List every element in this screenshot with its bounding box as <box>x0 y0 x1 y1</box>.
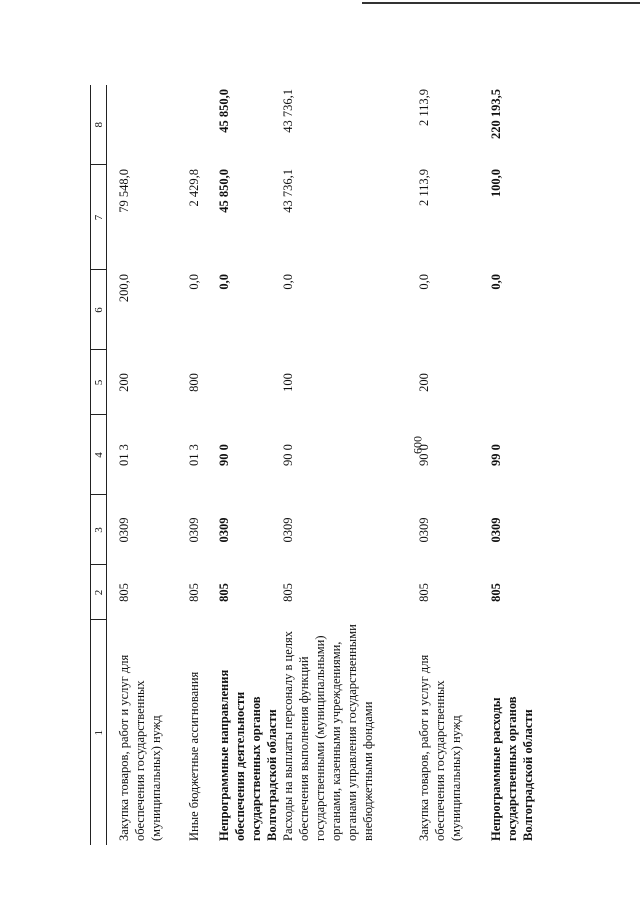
row-description: Непрограммные направления обеспечения деятельности государственных органов Волгоградской области <box>217 669 279 841</box>
amount-cell-col6: 200,0 <box>117 274 131 303</box>
ministry-code-cell: 805 <box>417 583 431 602</box>
top-rule <box>362 2 640 4</box>
column-header: 2 <box>91 565 107 620</box>
ministry-code-cell: 805 <box>281 583 295 602</box>
expense-type-cell <box>216 350 280 415</box>
row-description: Иные бюджетные ассигнования <box>187 671 201 841</box>
amount-cell-col8 <box>107 85 173 165</box>
row-description: Закупка товаров, работ и услуг для обеспечения государственных (муниципальных) нужд <box>117 654 163 841</box>
amount-cell-col8: 43 736,1 <box>281 89 295 133</box>
column-header: 5 <box>91 350 107 415</box>
expense-type-cell <box>478 350 536 415</box>
column-header: 6 <box>91 270 107 350</box>
section-code-cell: 0309 <box>217 517 231 543</box>
section-code-cell: 0309 <box>281 517 295 543</box>
amount-cell-col6: 0,0 <box>217 274 231 290</box>
amount-cell-col7: 2 113,9 <box>417 169 431 207</box>
table-row <box>406 85 478 845</box>
amount-cell-col6: 0,0 <box>417 274 431 290</box>
program-code-cell: 99 0 <box>489 444 503 466</box>
section-code-cell: 0309 <box>187 517 201 543</box>
expense-type-cell: 200 <box>117 373 131 392</box>
page-number: 600 <box>410 436 425 454</box>
column-header: 3 <box>91 495 107 565</box>
table-row <box>107 85 173 845</box>
amount-cell-col8: 2 113,9 <box>417 89 431 127</box>
amount-cell-col7: 79 548,0 <box>117 169 131 213</box>
program-code-cell: 01 3 <box>117 444 131 466</box>
column-header: 8 <box>91 85 107 165</box>
program-code-cell: 01 3 <box>187 444 201 466</box>
amount-cell-col8: 45 850,0 <box>217 89 231 133</box>
amount-cell-col7: 100,0 <box>489 169 503 198</box>
program-code-cell: 90 0 <box>217 444 231 466</box>
amount-cell-col7: 43 736,1 <box>281 169 295 213</box>
ministry-code-cell: 805 <box>187 583 201 602</box>
budget-table <box>90 85 536 845</box>
section-code-cell: 0309 <box>117 517 131 543</box>
row-description: Непрограммные расходы государственных органов Волгоградской области <box>489 696 535 841</box>
program-code-cell: 90 0 <box>417 444 431 466</box>
column-header: 1 <box>91 620 107 845</box>
program-code-cell: 90 0 <box>281 444 295 466</box>
section-code-cell: 0309 <box>417 517 431 543</box>
row-description: Закупка товаров, работ и услуг для обеспечения государственных (муниципальных) нужд <box>417 654 463 841</box>
expense-type-cell: 200 <box>417 373 431 392</box>
table-row <box>478 85 536 845</box>
rotated-table-container <box>90 85 535 845</box>
amount-cell-col6: 0,0 <box>187 274 201 290</box>
amount-cell-col8: 220 193,5 <box>489 89 503 139</box>
ministry-code-cell: 805 <box>117 583 131 602</box>
expense-type-cell: 800 <box>187 373 201 392</box>
table-row <box>172 85 216 845</box>
amount-cell-col8 <box>172 85 216 165</box>
table-row <box>280 85 406 845</box>
expense-type-cell: 100 <box>281 373 295 392</box>
amount-cell-col7: 45 850,0 <box>217 169 231 213</box>
column-header: 4 <box>91 415 107 495</box>
table-header-row <box>91 85 107 845</box>
amount-cell-col6: 0,0 <box>281 274 295 290</box>
ministry-code-cell: 805 <box>217 583 231 602</box>
table-row <box>216 85 280 845</box>
row-description: Расходы на выплаты персоналу в целях обеспечения выполнения функций государственными (муниципальными) органами, казенными учреждениями, органами управления государственными внебюджетными фондами <box>281 624 375 841</box>
ministry-code-cell: 805 <box>489 583 503 602</box>
column-header: 7 <box>91 165 107 270</box>
section-code-cell: 0309 <box>489 517 503 543</box>
amount-cell-col6: 0,0 <box>489 274 503 290</box>
amount-cell-col7: 2 429,8 <box>187 169 201 207</box>
